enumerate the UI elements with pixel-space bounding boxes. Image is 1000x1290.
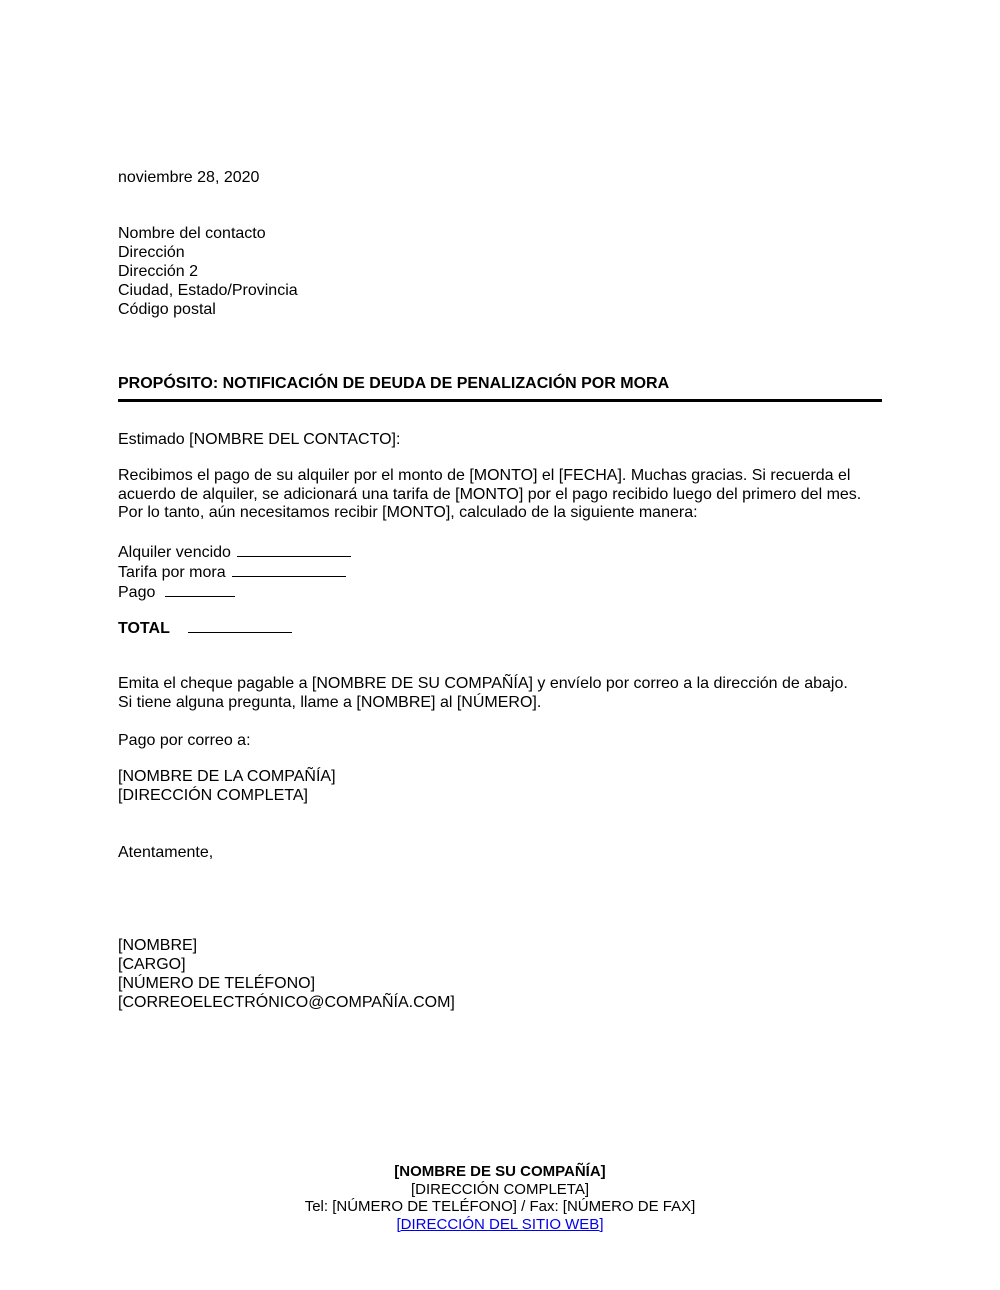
signer-name: [NOMBRE] bbox=[118, 937, 198, 954]
paragraph-line: Emita el cheque pagable a [NOMBRE DE SU COMPAÑÍA] y envíelo por correo a la dirección de abajo. bbox=[118, 675, 848, 692]
calc-label: Tarifa por mora bbox=[118, 564, 226, 581]
mail-to-label: Pago por correo a: bbox=[118, 732, 251, 749]
signature-block bbox=[118, 936, 455, 1012]
mail-full-address: [DIRECCIÓN COMPLETA] bbox=[118, 787, 308, 804]
signer-email: [CORREOELECTRÓNICO@COMPAÑÍA.COM] bbox=[118, 994, 455, 1011]
calculation-list bbox=[118, 542, 351, 602]
calc-row-payment bbox=[118, 582, 351, 602]
calc-total-row bbox=[118, 618, 292, 638]
greeting: Estimado [NOMBRE DEL CONTACTO]: bbox=[118, 431, 401, 448]
footer-address: [DIRECCIÓN COMPLETA] bbox=[410, 1180, 590, 1198]
letter-date: noviembre 28, 2020 bbox=[118, 169, 260, 186]
calc-row-rent-due bbox=[118, 542, 351, 562]
subject-line: PROPÓSITO: NOTIFICACIÓN DE DEUDA DE PENALIZACIÓN POR MORA bbox=[118, 375, 670, 392]
recipient-address-line2: Dirección 2 bbox=[118, 263, 199, 280]
footer-website-link[interactable]: [DIRECCIÓN DEL SITIO WEB] bbox=[396, 1215, 604, 1233]
letterhead-footer bbox=[0, 1163, 1000, 1233]
subject-divider bbox=[118, 399, 882, 402]
recipient-address-line1: Dirección bbox=[118, 244, 185, 261]
calc-row-late-fee bbox=[118, 562, 351, 582]
recipient-address bbox=[118, 224, 298, 319]
closing: Atentamente, bbox=[118, 844, 214, 861]
recipient-name: Nombre del contacto bbox=[118, 225, 266, 242]
signer-title: [CARGO] bbox=[118, 956, 186, 973]
total-blank bbox=[188, 618, 292, 633]
body-paragraph-1 bbox=[118, 467, 898, 523]
paragraph-line: Recibimos el pago de su alquiler por el monto de [MONTO] el [FECHA]. Muchas gracias. Si recuerda el bbox=[118, 467, 851, 484]
calc-label: Alquiler vencido bbox=[118, 544, 231, 561]
recipient-city-state: Ciudad, Estado/Provincia bbox=[118, 282, 298, 299]
amount-blank bbox=[237, 542, 351, 557]
amount-blank bbox=[232, 562, 346, 577]
signer-phone: [NÚMERO DE TELÉFONO] bbox=[118, 975, 316, 992]
mail-company: [NOMBRE DE LA COMPAÑÍA] bbox=[118, 768, 336, 785]
total-label: TOTAL bbox=[118, 620, 170, 637]
amount-blank bbox=[165, 582, 235, 597]
footer-contact: Tel: [NÚMERO DE TELÉFONO] / Fax: [NÚMERO DE FAX] bbox=[304, 1198, 696, 1215]
mail-to-address bbox=[118, 767, 336, 805]
paragraph-line: Si tiene alguna pregunta, llame a [NOMBRE] al [NÚMERO]. bbox=[118, 694, 542, 711]
paragraph-line: Por lo tanto, aún necesitamos recibir [MONTO], calculado de la siguiente manera: bbox=[118, 504, 698, 521]
body-paragraph-2 bbox=[118, 674, 848, 712]
footer-company-name: [NOMBRE DE SU COMPAÑÍA] bbox=[394, 1163, 606, 1180]
recipient-postal-code: Código postal bbox=[118, 301, 216, 318]
paragraph-line: acuerdo de alquiler, se adicionará una tarifa de [MONTO] por el pago recibido luego del primero del mes. bbox=[118, 485, 862, 503]
calc-label: Pago bbox=[118, 584, 156, 601]
